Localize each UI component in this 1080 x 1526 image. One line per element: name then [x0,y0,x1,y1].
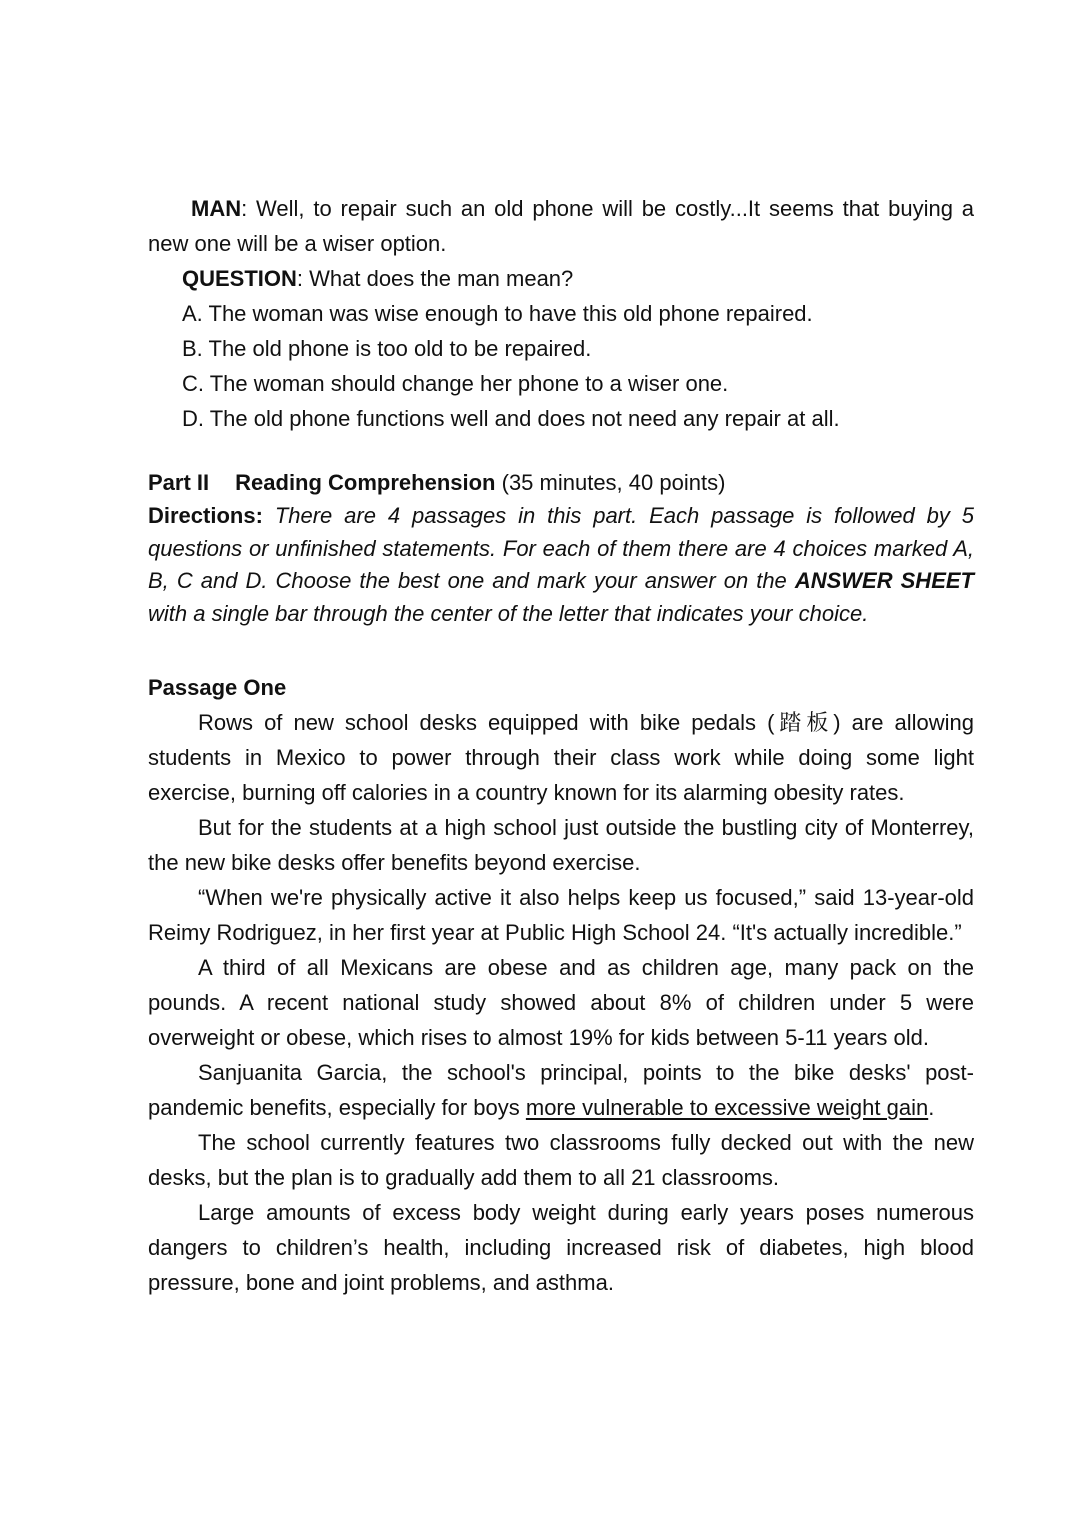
man-label: MAN [191,196,242,221]
part-label: Part II [148,470,210,495]
paragraph-5 [148,1055,974,1125]
paragraph-2: But for the students at a high school just outside the bustling city of Monterrey, the new bike desks offer benefits beyond exercise. [148,815,974,875]
paragraph-7: Large amounts of excess body weight during early years poses numerous dangers to children’s health, including increased risk of diabetes, high blood pressure, bone and joint problems, and asthma. [148,1200,974,1295]
answer-sheet-bold: ANSWER SHEET [794,568,974,593]
directions-label: Directions: [148,503,263,528]
directions-text-1: There are 4 passages in this part. Each passage is followed by 5 questions or unfinished statements. For each of them there are 4 choices marked A, B, C and D. Choose the best one and mark your answer on the [148,503,974,593]
part-heading [148,466,974,500]
paragraph-5-end: . [928,1095,935,1120]
paragraph-3: “When we're physically active it also helps keep us focused,” said 13-year-old Reimy Rodriguez, in her first year at Public High School 24. “It's actually incredible.” [148,885,974,945]
option-d: D. The old phone functions well and does not need any repair at all. [182,406,840,431]
question-text: : What does the man mean? [296,266,574,291]
option-a: A. The woman was wise enough to have this old phone repaired. [182,301,813,326]
section-title: Reading Comprehension [235,470,496,495]
option-c: C. The woman should change her phone to a wiser one. [182,371,729,396]
paragraph-1: Rows of new school desks equipped with bike pedals (踏板) are allowing students in Mexico to power through their class work while doing some light exercise, burning off calories in a country known for its alarming obesity rates. [148,710,974,805]
passage-title: Passage One [148,675,287,700]
underlined-phrase: more vulnerable to excessive weight gain [525,1095,929,1120]
question-line [148,261,974,296]
directions-text-2: with a single bar through the center of the letter that indicates your choice. [148,600,869,626]
man-text: : Well, to repair such an old phone will be costly...It seems that buying a new one will be a wiser option. [148,196,974,256]
paragraph-6: The school currently features two classrooms fully decked out with the new desks, but the plan is to gradually add them to all 21 classrooms. [148,1130,974,1190]
time-points: (35 minutes, 40 points) [495,470,726,495]
paragraph-4: A third of all Mexicans are obese and as children age, many pack on the pounds. A recent national study showed about 8% of children under 5 were overweight or obese, which rises to almost 19% for kids between 5-11 years old. [148,955,974,1050]
directions [148,500,974,630]
man-dialogue [148,191,974,261]
question-label: QUESTION [182,266,297,291]
page-content [148,191,974,1300]
option-b: B. The old phone is too old to be repaired. [182,336,592,361]
paragraph-5-text: Sanjuanita Garcia, the school's principal, points to the bike desks' post-pandemic benefits, especially for boys [148,1060,974,1120]
